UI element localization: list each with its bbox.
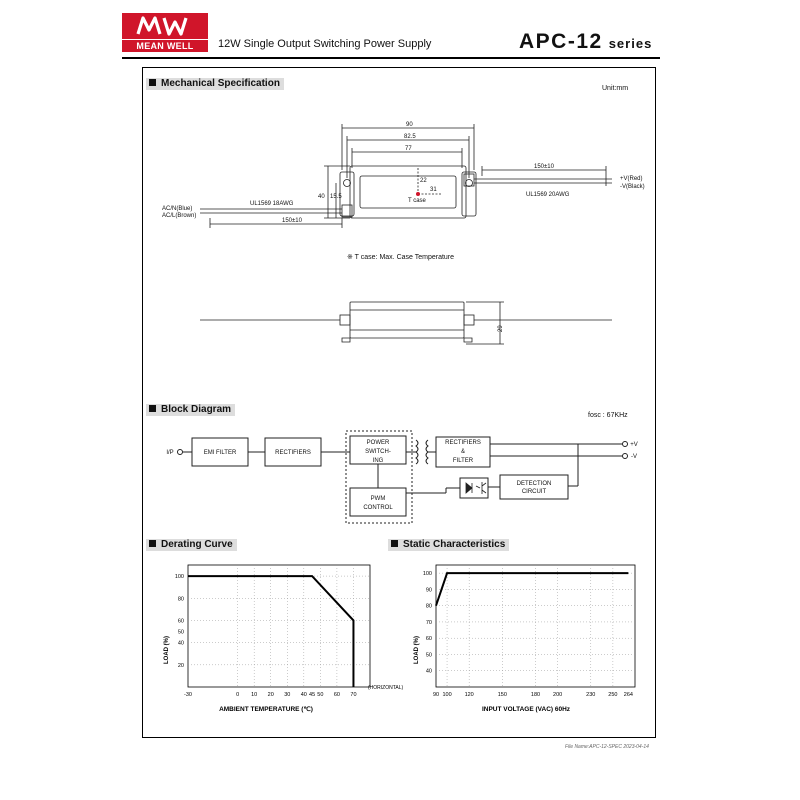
pwm-label-1: PWM	[370, 496, 386, 502]
dim-40: 40	[318, 194, 325, 200]
wire-out-length: 150±10	[534, 164, 554, 170]
dim-90: 90	[406, 122, 413, 128]
power-label-2: SWITCH-	[365, 449, 391, 455]
derating-xtick: 60	[333, 692, 340, 698]
unit-label: Unit:mm	[602, 85, 629, 92]
case-top-view	[350, 166, 466, 218]
derating-grid	[188, 565, 370, 687]
static-heading: Static Characteristics	[388, 539, 509, 551]
derating-xtick: 50	[317, 692, 324, 698]
series-label: series	[608, 36, 653, 51]
static-xtick: 90	[432, 692, 440, 698]
derating-ytick: 40	[177, 640, 184, 647]
tcase-point-icon	[416, 192, 420, 196]
static-xtick: 230	[586, 692, 596, 698]
static-xtick: 100	[442, 692, 452, 698]
pwm-control-box	[350, 488, 406, 516]
out-neg-label: -V(Black)	[620, 184, 645, 190]
vneg-label: -V	[631, 454, 637, 460]
dim-155: 15.5	[330, 194, 342, 200]
in-n-label: AC/N(Blue)	[162, 206, 193, 212]
optocoupler-box	[460, 478, 488, 498]
derating-ytick: 60	[177, 618, 184, 625]
static-xtick: 250	[608, 692, 618, 698]
rf-label-2: &	[460, 449, 466, 455]
static-ticks	[423, 571, 633, 698]
derating-heading: Derating Curve	[146, 539, 237, 551]
derating-xtick: 70	[350, 692, 357, 698]
static-xtick: 120	[464, 692, 474, 698]
static-ytick: 90	[425, 587, 432, 594]
static-ylabel: LOAD (%)	[414, 636, 420, 664]
static-ytick: 40	[425, 668, 432, 675]
static-grid	[436, 565, 635, 687]
model-number: APC-12	[519, 30, 603, 53]
static-xtick: 180	[530, 692, 541, 698]
derating-chart	[150, 555, 404, 725]
pwm-label-2: CONTROL	[363, 505, 393, 511]
dim-825: 82.5	[404, 134, 416, 140]
dim-29: 29	[498, 325, 504, 332]
static-ytick: 50	[425, 652, 432, 659]
dim-77: 77	[405, 146, 412, 152]
derating-ytick: 80	[177, 596, 184, 603]
emi-filter-label: EMI FILTER	[203, 450, 237, 456]
ip-label: I/P	[166, 450, 174, 456]
static-ytick: 100	[422, 571, 432, 578]
derating-xtick: 30	[284, 692, 291, 698]
fosc-label: fosc : 67KHz	[588, 412, 628, 419]
document-title: 12W Single Output Switching Power Supply	[218, 38, 432, 50]
static-xtick: 150	[497, 692, 507, 698]
rectifiers-label: RECTIFIERS	[275, 450, 311, 456]
vpos-label: +V	[630, 442, 638, 448]
derating-ticks	[175, 574, 357, 698]
derating-ytick: 100	[174, 574, 184, 581]
static-ytick: 70	[425, 619, 432, 626]
power-label-3: ING	[372, 458, 384, 464]
in-l-label: AC/L(Brown)	[162, 213, 197, 219]
static-ytick: 60	[425, 636, 432, 643]
derating-xtick: 10	[251, 692, 258, 698]
derating-ytick: 50	[177, 629, 184, 636]
derating-xtick: 0	[236, 692, 240, 698]
derating-xtick: 20	[267, 692, 274, 698]
logo-text: MEAN WELL	[122, 40, 208, 52]
power-label-1: POWER	[366, 440, 390, 446]
rf-label-3: FILTER	[452, 458, 474, 464]
static-ytick: 80	[425, 603, 432, 610]
detection-label-2: CIRCUIT	[521, 489, 547, 495]
derating-horizontal: (HORIZONTAL)	[368, 685, 404, 691]
static-xlabel: INPUT VOLTAGE (VAC) 60Hz	[481, 706, 571, 713]
derating-ylabel: LOAD (%)	[164, 636, 170, 664]
static-xtick: 200	[553, 692, 563, 698]
derating-xtick: 45	[309, 692, 316, 698]
static-xtick: 264	[623, 692, 633, 698]
wire-in-length: 150±10	[282, 218, 302, 224]
tcase-label: T case	[408, 198, 426, 204]
in-wire-label: UL1569 18AWG	[250, 201, 294, 207]
derating-ytick: 20	[177, 662, 184, 669]
mechanical-heading: Mechanical Specification	[146, 78, 284, 90]
block-diagram-lines	[178, 431, 628, 523]
derating-xlabel: AMBIENT TEMPERATURE (℃)	[219, 706, 313, 713]
static-chart	[400, 555, 645, 725]
derating-plot-frame	[188, 565, 370, 687]
dim-22: 22	[420, 178, 427, 184]
out-wire-label: UL1569 20AWG	[526, 192, 570, 198]
rf-label-1: RECTIFIERS	[445, 440, 481, 446]
derating-xtick: -30	[184, 692, 192, 698]
tcase-note: ※ T case: Max. Case Temperature	[347, 254, 455, 261]
detection-circuit-box	[500, 475, 568, 499]
out-pos-label: +V(Red)	[620, 176, 643, 182]
block-diagram-heading: Block Diagram	[146, 404, 235, 416]
dim-31: 31	[430, 187, 437, 193]
optocoupler-icon	[466, 482, 486, 494]
detection-label-1: DETECTION	[516, 481, 552, 487]
derating-xtick: 40	[300, 692, 307, 698]
footer-filename: File Name:APC-12-SPEC 2023-04-14	[565, 744, 649, 750]
case-side-view	[200, 302, 612, 344]
